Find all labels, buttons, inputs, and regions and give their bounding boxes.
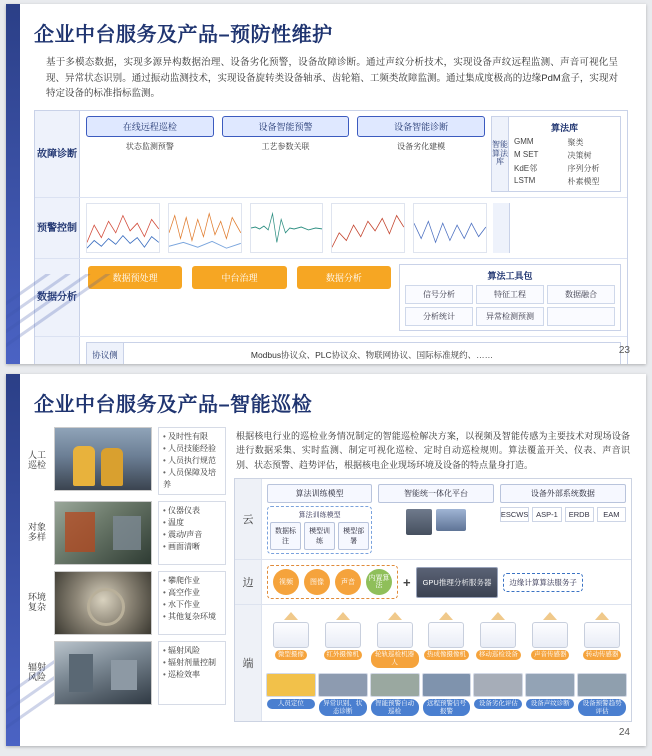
algo-item: 序列分析 (567, 164, 600, 174)
algo-item: M SET (514, 150, 539, 160)
arch-body-cloud (262, 479, 631, 559)
thermal-camera-icon (428, 622, 464, 648)
diagram-row-warning (35, 198, 627, 259)
challenge-tag-objects: 对象多样 (27, 522, 46, 542)
chip-device-diagnosis[interactable]: 设备智能诊断 (357, 116, 485, 137)
photo-manual-inspection (54, 427, 152, 491)
challenge-row (26, 641, 226, 705)
bullet: • 高空作业 (163, 587, 221, 599)
sparkline-group (86, 203, 487, 253)
row-body-data (80, 259, 627, 336)
sparkline-chart-5 (413, 203, 487, 253)
bullet: • 攀爬作业 (163, 575, 221, 587)
sub-state-monitor: 状态监测预警 (125, 142, 174, 152)
bullet: • 仪器仪表 (163, 505, 221, 517)
tool-statistics[interactable]: 分析统计 (405, 307, 473, 326)
arrow-up-icon (336, 612, 350, 620)
system-asp1[interactable]: ASP-1 (532, 507, 561, 522)
sparkline-chart-3 (250, 203, 324, 253)
slide-predictive-maintenance (6, 4, 646, 364)
row-body-fault (80, 111, 627, 197)
edge-circle-video[interactable]: 视频 (273, 569, 299, 595)
cloud-sub-label: 算法训练模型 (298, 512, 341, 520)
fault-sub-line (86, 141, 485, 152)
algo-item: 聚类 (567, 138, 584, 148)
cloud-edge-device-architecture (234, 478, 632, 722)
bullet: • 其他复杂环境 (163, 611, 221, 623)
algorithm-library-title: 算法库 (550, 123, 578, 134)
challenge-bullets-objects (158, 501, 226, 565)
device-item[interactable] (526, 610, 574, 668)
row-label-data: 数据分析 (35, 259, 80, 336)
algorithm-library-spacer (493, 203, 621, 253)
row-label-fault: 故障诊断 (35, 111, 80, 197)
row-label-warning: 预警控制 (35, 198, 80, 258)
slide-description: 基于多模态数据，实现多源异构数据治理、设备劣化预警，设备故障诊断。通过声纹分析技术，实现设备声纹远程监测、声音可视化呈现、异常状态识别。通过振动监测技术，实现设备旋转类设备轴承、齿轮箱、工频类故障监测。通过集成度极高的边缘PdM盒子，实现对特定设备的标准指标监测。 (46, 57, 618, 100)
device-label: 转动传感器 (583, 650, 622, 660)
application-item[interactable] (526, 673, 574, 717)
algo-item: KdE邻 (514, 164, 538, 174)
tool-signal-analysis[interactable]: 信号分析 (405, 285, 473, 304)
infrared-camera-icon (325, 622, 361, 648)
gpu-server-box[interactable]: GPU推理分析服务器 (416, 567, 499, 598)
application-label: 异常识别、状态诊断 (319, 699, 367, 717)
camera-icon (273, 622, 309, 648)
algorithm-library-box (491, 116, 621, 192)
arch-label-edge: 边 (235, 560, 262, 604)
application-item[interactable] (267, 673, 315, 717)
arch-body-device (262, 605, 631, 721)
application-label: 设备劣化评估 (474, 699, 522, 709)
bullet: • 人员技能经验 (163, 443, 221, 455)
photo-complex-environment (54, 571, 152, 635)
edge-circle-builtin-algorithm[interactable]: 内置算法 (366, 569, 392, 595)
machine-image (473, 673, 523, 697)
arch-row-cloud (235, 479, 631, 560)
helmet-image (266, 673, 316, 697)
challenge-row (26, 427, 226, 495)
algo-item: GMM (514, 137, 534, 147)
pipe-image (525, 673, 575, 697)
device-item[interactable] (578, 610, 626, 668)
application-item[interactable] (474, 673, 522, 717)
row-body-awareness (80, 337, 627, 364)
device-item[interactable] (474, 610, 522, 668)
photo-equipment-variety (54, 501, 152, 565)
bullet: • 画面清晰 (163, 541, 221, 553)
chip-data-preprocess[interactable]: 数据预处理 (88, 266, 182, 289)
challenge-tag-radiation: 辐射风险 (27, 662, 46, 682)
chip-remote-inspection[interactable]: 在线远程巡检 (86, 116, 214, 137)
edge-circle-image[interactable]: 图像 (304, 569, 330, 595)
application-item[interactable] (319, 673, 367, 717)
bullet: • 温度 (163, 517, 221, 529)
edge-algorithm-service-box[interactable]: 边缘计算算法服务子 (503, 573, 583, 592)
rotation-sensor-icon (584, 622, 620, 648)
algorithm-library-body (509, 117, 620, 191)
arrow-up-icon (388, 612, 402, 620)
mobile-inspection-device-icon (480, 622, 516, 648)
cloud-box-external-systems[interactable]: 设备外部系统数据 (500, 484, 626, 503)
device-label: 轮轨巡检机器人 (371, 650, 419, 668)
server-rack-icon (406, 509, 432, 535)
device-label: 微型摄像 (275, 650, 307, 660)
tool-data-fusion[interactable]: 数据融合 (547, 285, 615, 304)
valve-image (370, 673, 420, 697)
solution-panel (234, 427, 632, 722)
acoustic-sensor-icon (532, 622, 568, 648)
application-item[interactable] (578, 673, 626, 717)
bullet: • 及时性有限 (163, 431, 221, 443)
page-number: 23 (618, 345, 630, 356)
application-item[interactable] (371, 673, 419, 717)
arrow-up-icon (595, 612, 609, 620)
row-body-warning (80, 198, 627, 258)
algorithm-toolbox-title: 算法工具包 (487, 271, 533, 282)
bullet: • 辐射风险 (163, 645, 221, 657)
challenge-tag-environment: 环境复杂 (27, 592, 46, 612)
algorithm-library-body-spacer (510, 203, 621, 253)
application-item[interactable] (423, 673, 471, 717)
device-item[interactable] (319, 610, 367, 668)
device-label: 红外摄像机 (324, 650, 363, 660)
challenge-bullets-manual (158, 427, 226, 495)
inspection-robot-icon (377, 622, 413, 648)
page-title: 企业中台服务及产品–预防性维护 (34, 24, 333, 46)
edge-content-row (267, 565, 626, 599)
tool-feature-engineering[interactable]: 特征工程 (476, 285, 544, 304)
protocol-text: Modbus协议众、PLC协议众、物联网协议、国际标准规约、…… (250, 349, 494, 360)
algorithm-library-grid (514, 137, 615, 187)
algorithm-library-side-spacer (493, 203, 510, 253)
page-title-2: 企业中台服务及产品–智能巡检 (34, 394, 313, 416)
system-escws[interactable]: ESCWS (500, 507, 530, 522)
arch-body-edge (262, 560, 631, 604)
warning-charts (86, 203, 487, 253)
application-label: 智能预警自动巡检 (371, 699, 419, 717)
algorithm-toolbox (399, 264, 621, 331)
algo-item: 朴素模型 (567, 177, 600, 187)
sparkline-chart-4 (331, 203, 405, 253)
device-label: 声音传感器 (531, 650, 570, 660)
application-grid (267, 673, 626, 717)
fault-left-column (86, 116, 485, 192)
cloud-step-annotate[interactable]: 数据标注 (270, 522, 301, 550)
edge-circle-audio[interactable]: 声音 (335, 569, 361, 595)
application-label: 设备声纹诊断 (526, 699, 574, 709)
bullet: • 辐射剂量控制 (163, 657, 221, 669)
arch-label-cloud: 云 (235, 479, 262, 559)
diagram-row-fault (35, 111, 627, 198)
bullet: • 巡检效率 (163, 669, 221, 681)
monitor-icon (436, 509, 466, 531)
sparkline-chart-2 (168, 203, 242, 253)
device-item[interactable] (371, 610, 419, 668)
device-item[interactable] (267, 610, 315, 668)
bullet: • 水下作业 (163, 599, 221, 611)
slide-corner-stripes (6, 274, 156, 364)
system-eam[interactable]: EAM (597, 507, 626, 522)
chip-device-alarm[interactable]: 设备智能预警 (222, 116, 350, 137)
device-grid (267, 610, 626, 668)
application-label: 人员定位 (267, 699, 315, 709)
arch-row-edge (235, 560, 631, 605)
edge-media-group (267, 565, 398, 599)
bullet: • 震动/声音 (163, 529, 221, 541)
algorithm-toolbox-grid (405, 285, 615, 326)
page-number-2: 24 (618, 727, 630, 738)
application-label: 设备预警趋势评估 (578, 699, 626, 717)
device-label: 移动巡检设备 (476, 650, 521, 660)
challenge-row (26, 571, 226, 635)
algorithm-library-side-label: 智能算法库 (492, 117, 509, 191)
bullet: • 人员执行规范 (163, 455, 221, 467)
equipment-image (318, 673, 368, 697)
cloud-box-platform[interactable]: 智能统一体化平台 (378, 484, 494, 503)
arch-label-device: 端 (235, 605, 262, 721)
external-system-list (500, 507, 626, 522)
sparkline-chart-1 (86, 203, 160, 253)
cloud-box-training[interactable]: 算法训练模型 (267, 484, 372, 503)
protocol-bar (86, 342, 621, 364)
cloud-top-row (267, 484, 626, 554)
challenge-bullets-environment (158, 571, 226, 635)
arch-row-device (235, 605, 631, 721)
fault-chip-line (86, 116, 485, 137)
cloud-step-deploy[interactable]: 模型部署 (338, 522, 369, 550)
tool-empty (547, 307, 615, 326)
arrow-up-icon (284, 612, 298, 620)
panel-image (422, 673, 472, 697)
cloud-step-train[interactable]: 模型训练 (304, 522, 335, 550)
challenge-tag-manual: 人工巡检 (27, 450, 46, 470)
chip-data-analysis[interactable]: 数据分析 (297, 266, 391, 289)
motor-image (577, 673, 627, 697)
system-erdb[interactable]: ERDB (565, 507, 594, 522)
device-item[interactable] (423, 610, 471, 668)
plus-sign-icon: + (403, 574, 411, 590)
slide-smart-inspection (6, 374, 646, 746)
slide2-body (26, 427, 632, 722)
arrow-up-icon (543, 612, 557, 620)
device-label: 热成像摄像机 (424, 650, 469, 660)
photo-radiation-risk (54, 641, 152, 705)
arrow-up-icon (491, 612, 505, 620)
algo-item: LSTM (514, 176, 536, 186)
challenge-row (26, 501, 226, 565)
protocol-label: 协议侧 (87, 343, 124, 364)
sub-process-params: 工艺参数关联 (261, 142, 310, 152)
bullet: • 人员保障及培养 (163, 467, 221, 491)
challenge-bullets-radiation (158, 641, 226, 705)
sub-degradation-model: 设备劣化建模 (397, 142, 446, 152)
tool-anomaly-detection[interactable]: 异常检测预测 (476, 307, 544, 326)
arrow-up-icon (439, 612, 453, 620)
inspection-challenges-panel (26, 427, 226, 722)
application-label: 远程预警信号报警 (423, 699, 471, 717)
solution-paragraph: 根据核电行业的巡检业务情况制定的智能巡检解决方案，以视频及智能传感为主要技术对现场设备进行数据采集、实时监测、制定可视化巡检、定时自动巡检规则。算法覆盖开关、仪表、声音识别、状态预警、趋势评估，根据核电企业现场环境及设备的特点量身打造。 (236, 431, 630, 470)
algo-item: 决策树 (567, 151, 592, 161)
chip-data-governance[interactable]: 中台治理 (192, 266, 286, 289)
